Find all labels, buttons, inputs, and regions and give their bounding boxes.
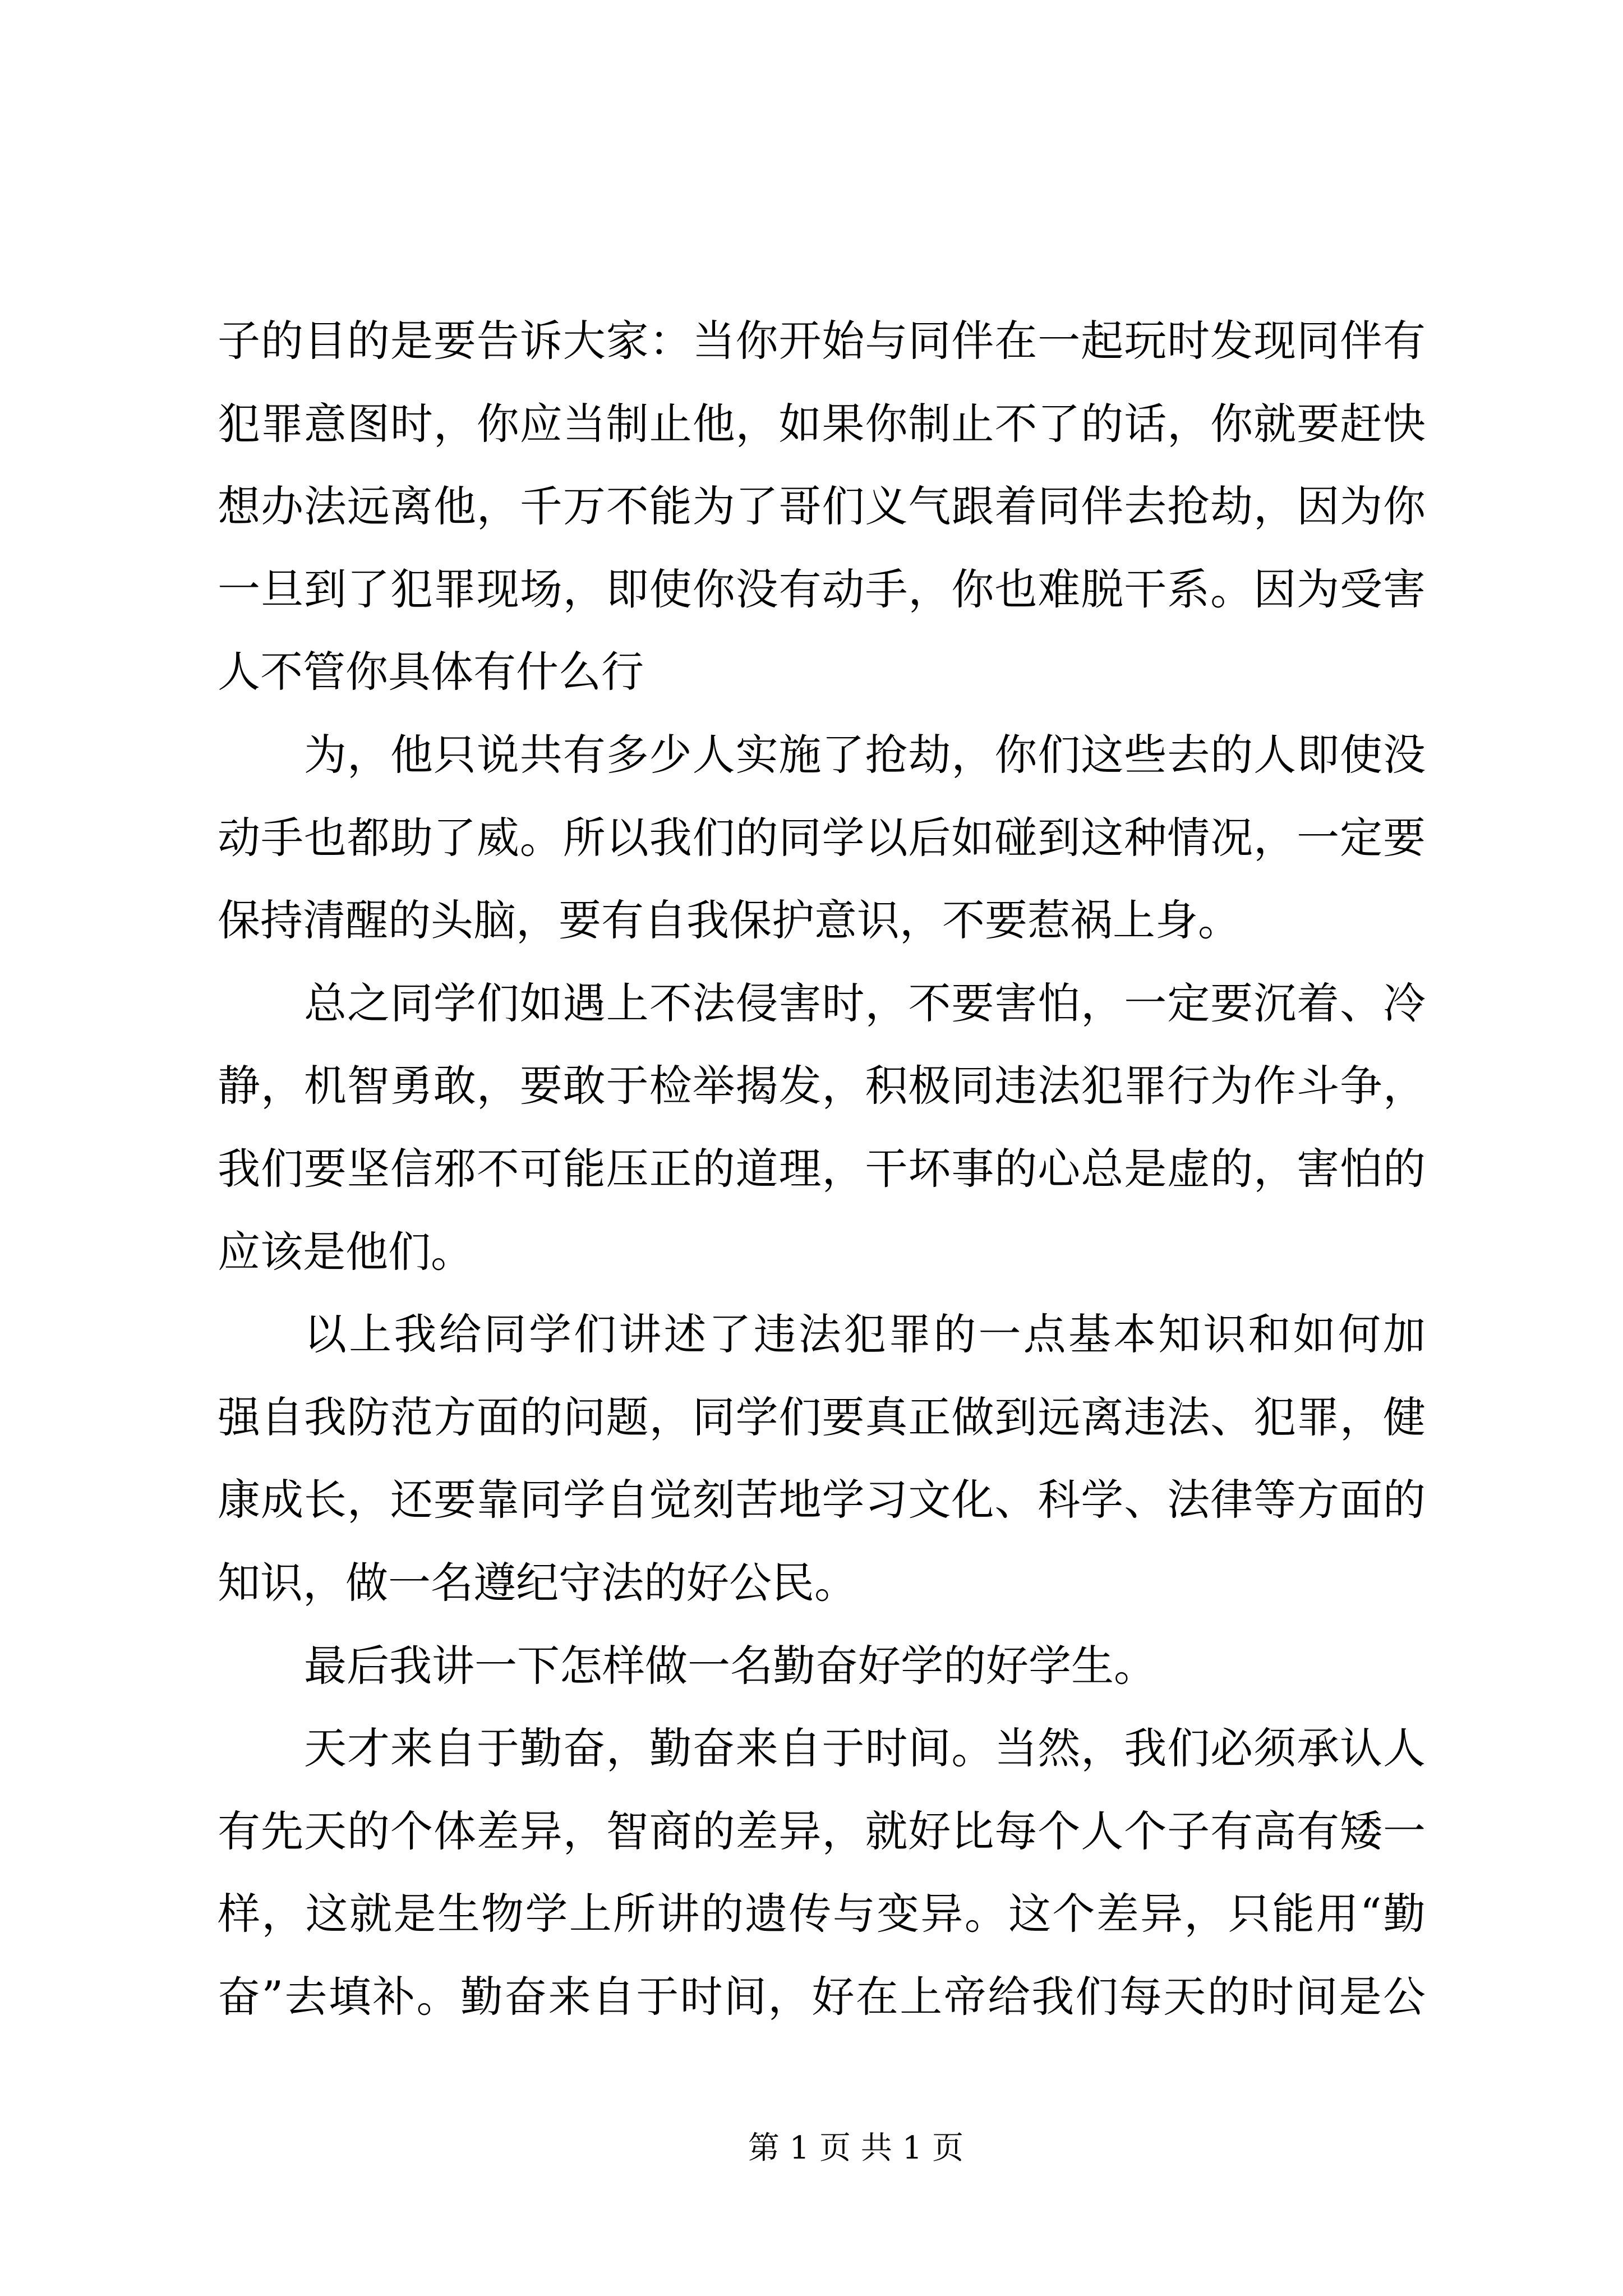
- paragraph: [218, 1625, 1426, 1708]
- body-text-line: 静，机智勇敢，要敢于检举揭发，积极同违法犯罪行为作斗争，: [218, 1061, 1426, 1111]
- body-text-line: 知识，做一名遵纪守法的好公民。: [218, 1557, 857, 1608]
- body-text-line: 康成长，还要靠同学自觉刻苦地学习文化、科学、法律等方面的: [218, 1475, 1426, 1525]
- body-text-line: 一旦到了犯罪现场，即使你没有动手，你也难脱干系。因为受害: [218, 564, 1426, 614]
- body-text-line: 犯罪意图时，你应当制止他，如果你制止不了的话，你就要赶快: [218, 398, 1426, 449]
- body-text-line: 最后我讲一下怎样做一名勤奋好学的好学生。: [304, 1640, 1156, 1691]
- body-text-line: 人不管你具体有什么行: [218, 647, 644, 697]
- body-text-line: 样，这就是生物学上所讲的遗传与变异。这个差异，只能用“勤: [218, 1889, 1426, 1939]
- body-text-line: 子的目的是要告诉大家：当你开始与同伴在一起玩时发现同伴有: [218, 316, 1426, 366]
- page-number-label: 第 1 页 共 1 页: [748, 2130, 964, 2166]
- paragraph: [218, 714, 1426, 962]
- paragraph: [218, 962, 1426, 1293]
- body-text-line: 动手也都助了威。所以我们的同学以后如碰到这种情况，一定要: [218, 812, 1426, 863]
- document-body: [218, 300, 1426, 2038]
- body-text-line: 以上我给同学们讲述了违法犯罪的一点基本知识和如何加: [304, 1309, 1426, 1360]
- body-text-line: 想办法远离他，千万不能为了哥们义气跟着同伴去抢劫，因为你: [218, 481, 1426, 532]
- body-text-line: 应该是他们。: [218, 1226, 473, 1277]
- paragraph: [218, 1293, 1426, 1624]
- paragraph: [218, 300, 1426, 714]
- body-text-line: 总之同学们如遇上不法侵害时，不要害怕，一定要沉着、冷: [304, 978, 1426, 1028]
- body-text-line: 有先天的个体差异，智商的差异，就好比每个人个子有高有矮一: [218, 1806, 1426, 1856]
- body-text-line: 强自我防范方面的问题，同学们要真正做到远离违法、犯罪，健: [218, 1392, 1426, 1442]
- body-text-line: 保持清醒的头脑，要有自我保护意识，不要惹祸上身。: [218, 895, 1241, 946]
- body-text-line: 天才来自于勤奋，勤奋来自于时间。当然，我们必须承认人: [304, 1723, 1426, 1774]
- body-text-line: 为，他只说共有多少人实施了抢劫，你们这些去的人即使没: [304, 729, 1426, 780]
- page-footer: [688, 2126, 1024, 2171]
- body-text-line: 我们要坚信邪不可能压正的道理，干坏事的心总是虚的，害怕的: [218, 1143, 1426, 1194]
- paragraph: [218, 1707, 1426, 2038]
- body-text-line: 奋”去填补。勤奋来自于时间，好在上帝给我们每天的时间是公: [218, 1971, 1426, 2022]
